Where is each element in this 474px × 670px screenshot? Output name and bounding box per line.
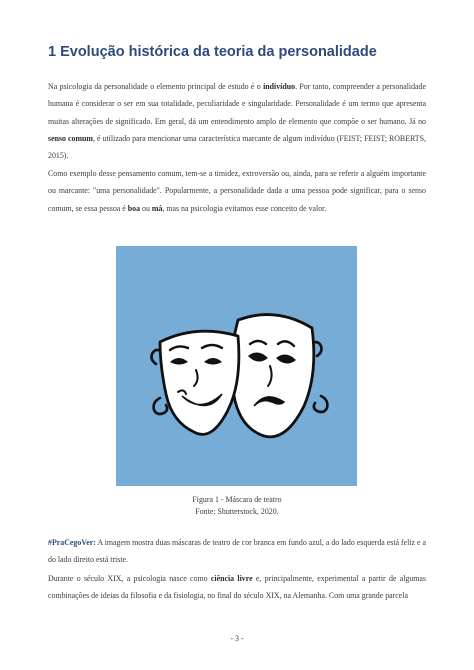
figure-source: Fonte: Shutterstock, 2020. bbox=[195, 507, 279, 516]
p1-text-2: . Por tanto, compreender a personalidade humana é considerar o ser em sua totalidade, peculiaridade e singularidade. Personalidade é um termo que apresenta muitas alterações de significado. Em geral, dá um entendimento amplo de elemento que compõe o ser humano. Já no bbox=[48, 82, 426, 126]
p1-text-3: , é utilizado para mencionar uma característica marcante de algum indivíduo (FEIST; FEIST; ROBERTS, 2015). bbox=[48, 133, 426, 161]
figure-caption: Figura 1 - Máscara de teatro bbox=[192, 495, 282, 504]
pracegover-text: A imagem mostra duas máscaras de teatro de cor branca em fundo azul, a do lado esquerda está feliz e a do lado direito está triste. bbox=[48, 538, 426, 565]
paragraph-2 bbox=[48, 165, 426, 217]
paragraph-pracegover bbox=[48, 534, 426, 569]
p4-text-2: e, principalmente, experimental a partir de algumas combinações de ideias da filosofia e da fisiologia, no final do século XIX, na Alemanha. Com uma grande parcela bbox=[48, 574, 426, 601]
p4-text-1: Durante o século XIX, a psicologia nasce como bbox=[48, 574, 211, 583]
p2-bold-ma: má bbox=[151, 203, 163, 213]
page-number: - 3 - bbox=[230, 634, 244, 643]
p2-bold-boa: boa bbox=[127, 203, 141, 213]
sad-mask bbox=[232, 315, 314, 437]
p2-text-1: Como exemplo desse pensamento comum, tem-se a timidez, extroversão ou, ainda, para se referir a alguém importante ou marcante: "uma personalidade". Popularmente, a personalidade dada a uma pessoa pode significar, para o senso comum, se essa pessoa é bbox=[48, 169, 426, 213]
pracegover-tag: #PraCegoVer: bbox=[48, 538, 96, 547]
p4-bold-ciencia-livre: ciência livre bbox=[210, 574, 253, 583]
theater-masks-icon bbox=[116, 246, 357, 486]
p2-text-2: ou bbox=[140, 203, 152, 213]
p2-text-3: , mas na psicologia evitamos esse conceito de valor. bbox=[162, 203, 327, 213]
paragraph-1 bbox=[48, 78, 426, 164]
happy-mask bbox=[160, 331, 239, 434]
p1-bold-senso-comum: senso comum bbox=[48, 133, 93, 143]
theater-masks-figure bbox=[116, 246, 357, 486]
section-heading: 1 Evolução histórica da teoria da personalidade bbox=[48, 44, 377, 60]
p1-bold-individuo: indivíduo bbox=[263, 82, 296, 91]
p1-text-1: Na psicologia da personalidade o elemento principal de estudo é o bbox=[48, 82, 264, 91]
paragraph-4 bbox=[48, 570, 426, 605]
